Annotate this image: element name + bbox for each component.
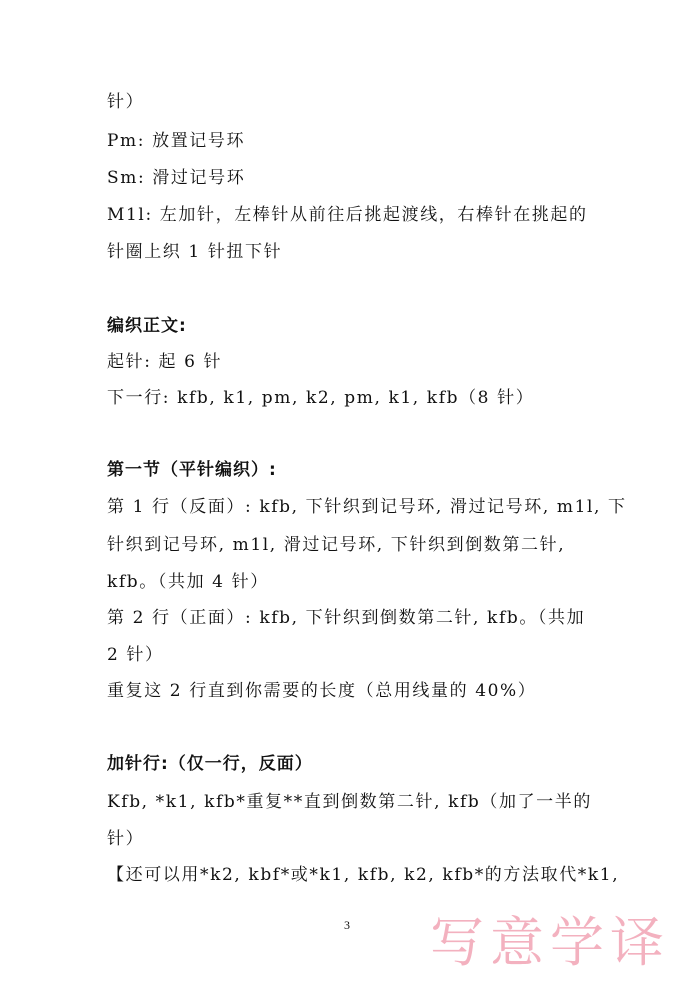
text-line: 针） xyxy=(107,92,145,112)
section-heading: 第一节（平针编织）: xyxy=(107,460,277,480)
text-line: M1l: 左加针，左棒针从前往后挑起渡线，右棒针在挑起的 xyxy=(107,205,588,225)
section-heading: 编织正文: xyxy=(107,316,187,336)
text-line: 重复这 2 行直到你需要的长度（总用线量的 40%） xyxy=(107,681,537,701)
text-line: Kfb, *k1, kfb*重复**直到倒数第二针, kfb（加了一半的 xyxy=(107,792,592,812)
text-line: 第 1 行（反面）: kfb, 下针织到记号环, 滑过记号环, m1l, 下 xyxy=(107,497,627,517)
text-line: kfb。（共加 4 针） xyxy=(107,572,269,592)
text-line: 第 2 行（正面）: kfb, 下针织到倒数第二针, kfb。（共加 xyxy=(107,608,586,628)
text-line: 下一行: kfb, k1, pm, k2, pm, k1, kfb（8 针） xyxy=(107,388,535,408)
text-line: 2 针） xyxy=(107,645,164,665)
text-line: 针） xyxy=(107,829,145,849)
text-line: Pm: 放置记号环 xyxy=(107,131,246,151)
text-line: 针圈上织 1 针扭下针 xyxy=(107,242,283,262)
section-heading: 加针行:（仅一行，反面） xyxy=(107,754,313,774)
text-line: Sm: 滑过记号环 xyxy=(107,168,246,188)
text-line: 针织到记号环, m1l, 滑过记号环, 下针织到倒数第二针, xyxy=(107,535,566,555)
text-line: 起针: 起 6 针 xyxy=(107,352,223,372)
text-line: 【还可以用*k2, kbf*或*k1, kfb, k2, kfb*的方法取代*k1, xyxy=(107,865,620,885)
watermark-logo: 写意学译 xyxy=(430,911,670,974)
page-number: 3 xyxy=(344,918,350,932)
